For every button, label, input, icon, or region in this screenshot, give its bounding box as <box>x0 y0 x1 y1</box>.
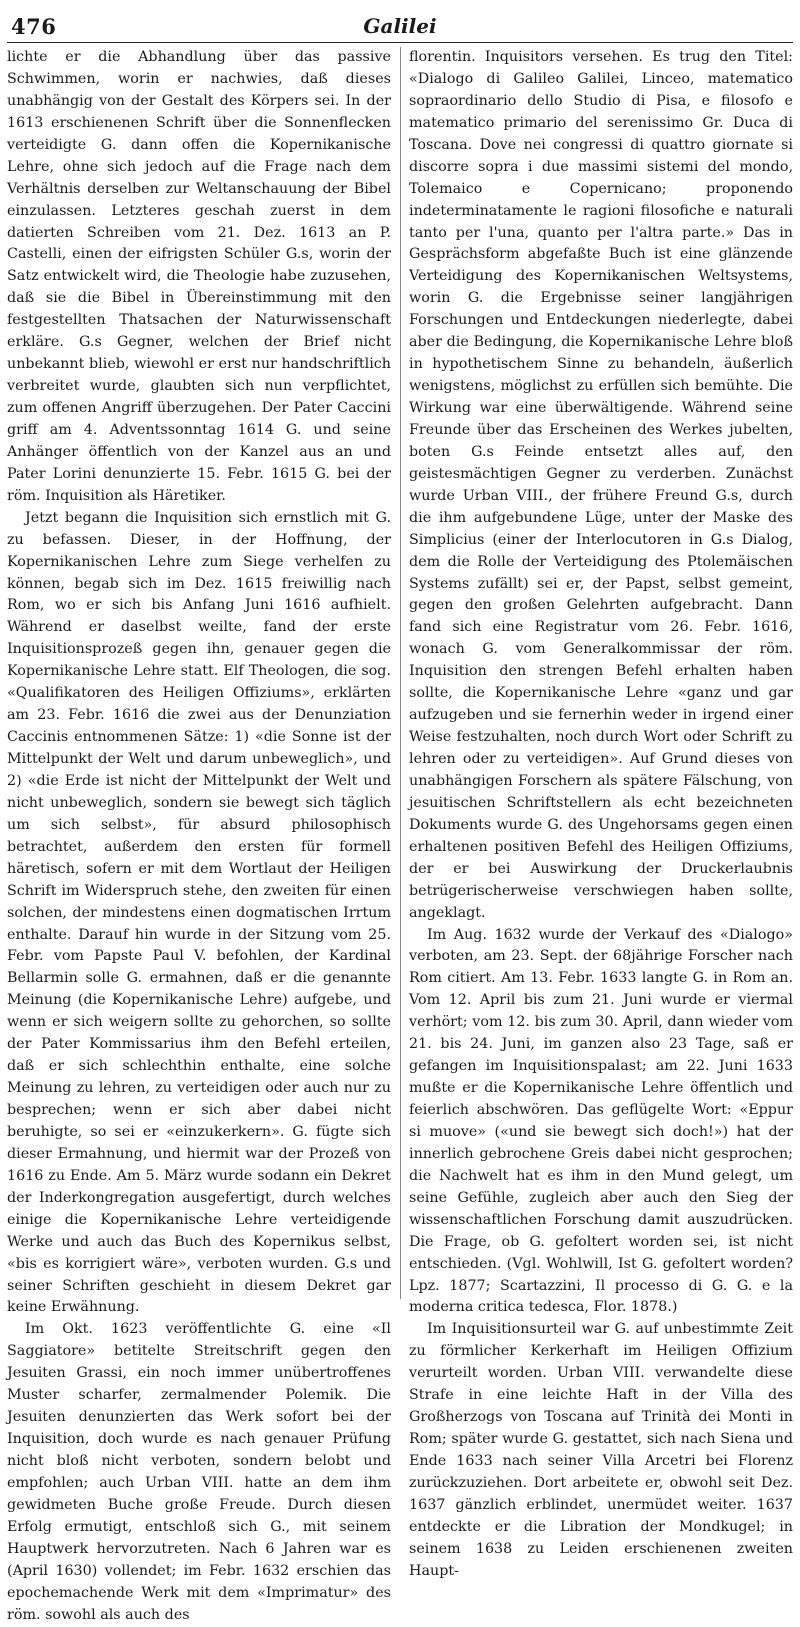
column-divider <box>400 47 401 1299</box>
text-columns <box>7 47 793 1623</box>
left-column <box>7 47 391 1623</box>
right-column <box>409 47 793 1579</box>
paragraph: Im Inquisitionsurteil war G. auf unbestimmte Zeit zu förmlicher Kerkerhaft im Heiligen Offizium verurteilt worden. Urban VIII. verwandelte diese Strafe in eine leichte Haft in der Villa des Großherzogs von Toscana auf Trinità dei Monti in Rom; später wurde G. gestattet, sich nach Siena und Ende 1633 nach seiner Villa Arcetri bei Florenz zurückzuziehen. Dort arbeitete er, obwohl seit Dez. 1637 gänzlich erblindet, unermüdet weiter. 1637 entdeckte er die Libration der Mondkugel; in seinem 1638 zu Leiden erschienenen zweiten Haupt- <box>409 1321 793 1579</box>
paragraph: Im Aug. 1632 wurde der Verkauf des «Dialogo» verboten, am 23. Sept. der 68jährige Forscher nach Rom citiert. Am 13. Febr. 1633 langte G. in Rom an. Vom 12. April bis zum 21. Juni wurde er viermal verhört; vom 12. bis zum 30. April, dann wieder vom 21. bis 24. Juni, im ganzen also 23 Tage, saß er gefangen im Inquisitionspalast; am 22. Juni 1633 mußte er die Kopernikanische Lehre öffentlich und feierlich abschwören. Das geflügelte Wort: «Eppur si muove» («und sie bewegt sich doch!») hat der innerlich gebrochene Greis dabei nicht gesprochen; die Nachwelt hat es ihm in den Mund gelegt, um seine Gefühle, zugleich aber auch den Sieg der wissenschaftlichen Forschung damit auszudrücken. Die Frage, ob G. gefoltert worden sei, ist nicht entschieden. (Vgl. Wohlwill, Ist G. gefoltert worden? Lpz. 1877; Scartazzini, Il processo di G. G. e la moderna critica tedesca, Flor. 1878.) <box>409 926 793 1316</box>
page-header <box>7 8 793 43</box>
paragraph: lichte er die Abhandlung über das passive Schwimmen, worin er nachwies, daß dieses unabhängig von der Gestalt des Körpers sei. In der 1613 erschienenen Schrift über die Sonnenflecken verteidigte G. dann offen die Kopernikanische Lehre, ohne sich jedoch auf die Frage nach dem Verhältnis derselben zur Weltanschauung der Bibel einzulassen. Letzteres geschah zuerst in dem datierten Schreiben vom 21. Dez. 1613 an P. Castelli, einen der eifrigsten Schüler G.s, worin der Satz entwickelt wird, die Theologie habe zuzusehen, daß sie die Bibel in Übereinstimmung mit den festgestellten Thatsachen der Naturwissenschaft erkläre. G.s Gegner, welchen der Brief nicht unbekannt blieb, wiewohl er erst nur handschriftlich verbreitet wurde, glaubten sich nun verpflichtet, zum offenen Angriff überzugehen. Der Pater Caccini griff am 4. Adventssonntag 1614 G. und seine Anhänger öffentlich von der Kanzel aus an und Pater Lorini denunzierte 15. Febr. 1615 G. bei der röm. Inquisition als Häretiker. <box>7 49 391 504</box>
running-head: Galilei <box>363 14 437 38</box>
paragraph: Jetzt begann die Inquisition sich ernstlich mit G. zu befassen. Dieser, in der Hoffnung, der Kopernikanischen Lehre zum Siege verhelfen zu können, begab sich im Dez. 1615 freiwillig nach Rom, wo er sich bis Anfang Juni 1616 aufhielt. Während er daselbst weilte, fand der erste Inquisitionsprozeß gegen ihn, genauer gegen die Kopernikanische Lehre statt. Elf Theologen, die sog. «Qualifikatoren des Heiligen Offiziums», erklärten am 23. Febr. 1616 die zwei aus der Denunziation Caccinis entnommenen Sätze: 1) «die Sonne ist der Mittelpunkt der Welt und darum unbeweglich», und 2) «die Erde ist nicht der Mittelpunkt der Welt und nicht unbeweglich, sondern sie bewegt sich täglich um sich selbst», für absurd philosophisch betrachtet, außerdem den ersten für formell häretisch, sofern er mit dem Wortlaut der Heiligen Schrift im Widerspruch stehe, den zweiten für einen solchen, der mindestens einen dogmatischen Irrtum enthalte. Darauf hin wurde in der Sitzung vom 25. Febr. vom Papste Paul V. befohlen, der Kardinal Bellarmin solle G. ermahnen, daß er die genannte Meinung (die Kopernikanische Lehre) aufgebe, und wenn er sich weigern sollte zu gehorchen, so sollte der Pater Kommissarius ihm den Befehl erteilen, daß er sich schlechthin enthalte, eine solche Meinung zu lehren, zu verteidigen oder auch nur zu besprechen; wenn er sich aber dabei nicht beruhigte, so sei er «einzukerkern». G. fügte sich dieser Ermahnung, und hiermit war der Prozeß von 1616 zu Ende. Am 5. März wurde sodann ein Dekret der Inderkongregation ausgefertigt, durch welches einige die Kopernikanische Lehre verteidigende Werke und auch das Buch des Kopernikus selbst, «bis es korrigiert wäre», verboten wurden. G.s und seiner Schriften geschieht in diesem Dekret gar keine Erwähnung. <box>7 509 391 1316</box>
paragraph: florentin. Inquisitors versehen. Es trug den Titel: «Dialogo di Galileo Galilei, Linceo, matematico sopraordinario dello Studio di Pisa, e filosofo e matematico primario del serenissimo Gr. Duca di Toscana. Dove nei congressi di quattro giornate si discorre sopra i due massimi sistemi del mondo, Tolemaico e Copernicano; proponendo indeterminatamente le ragioni filosofiche e naturali tanto per l'una, quanto per l'altra parte.» Das in Gesprächsform abgefaßte Buch ist eine glänzende Verteidigung des Kopernikanischen Weltsystems, worin G. die Ergebnisse seiner langjährigen Forschungen und Entdeckungen niederlegte, dabei aber die Bedingung, die Kopernikanische Lehre bloß in hypothetischem Sinne zu behandeln, äußerlich wenigstens, möglichst zu erfüllen sich bemühte. Die Wirkung war eine überwältigende. Während seine Freunde über das Erscheinen des Werkes jubelten, boten G.s Feinde entsetzt alles auf, den geistesmächtigen Gegner zu verderben. Zunächst wurde Urban VIII., der frühere Freund G.s, durch die ihm aufgebundene Lüge, unter der Maske des Simplicius (einer der Interlocutoren in G.s Dialog, dem die Rolle der Verteidigung des Ptolemäischen Systems zufällt) sei er, der Papst, selbst gemeint, gegen den großen Gelehrten aufgebracht. Dann fand sich eine Registratur vom 26. Febr. 1616, wonach G. vom Generalkommissar der röm. Inquisition den strengen Befehl erhalten haben sollte, die Kopernikanische Lehre «ganz und gar aufzugeben und sie fernerhin weder in irgend einer Weise festzuhalten, noch durch Wort oder Schrift zu lehren oder zu verteidigen». Auf Grund dieses von unabhängigen Forschern als spätere Fälschung, von jesuitischen Schriftstellern als echt bezeichneten Dokuments wurde G. des Ungehorsams gegen einen erhaltenen positiven Befehl des Heiligen Offiziums, der er bei Auswirkung der Druckerlaubnis betrügerischerweise verschwiegen haben sollte, angeklagt. <box>409 49 793 921</box>
paragraph: Im Okt. 1623 veröffentlichte G. eine «Il Saggiatore» betitelte Streitschrift gegen den Jesuiten Grassi, ein noch immer unübertroffenes Muster scharfer, zermalmender Polemik. Die Jesuiten denunzierten das Werk sofort bei der Inquisition, doch wurde es nach genauer Prüfung nicht bloß nicht verboten, sondern belobt und empfohlen; auch Urban VIII. hatte an dem ihm gewidmeten Buche große Freude. Durch diesen Erfolg ermutigt, entschloß sich G., mit seinem Hauptwerk hervorzutreten. Nach 6 Jahren war es (April 1630) vollendet; im Febr. 1632 erschien das epochemachende Werk mit dem «Imprimatur» des röm. sowohl als auch des <box>7 1321 391 1623</box>
page-number: 476 <box>11 14 57 39</box>
